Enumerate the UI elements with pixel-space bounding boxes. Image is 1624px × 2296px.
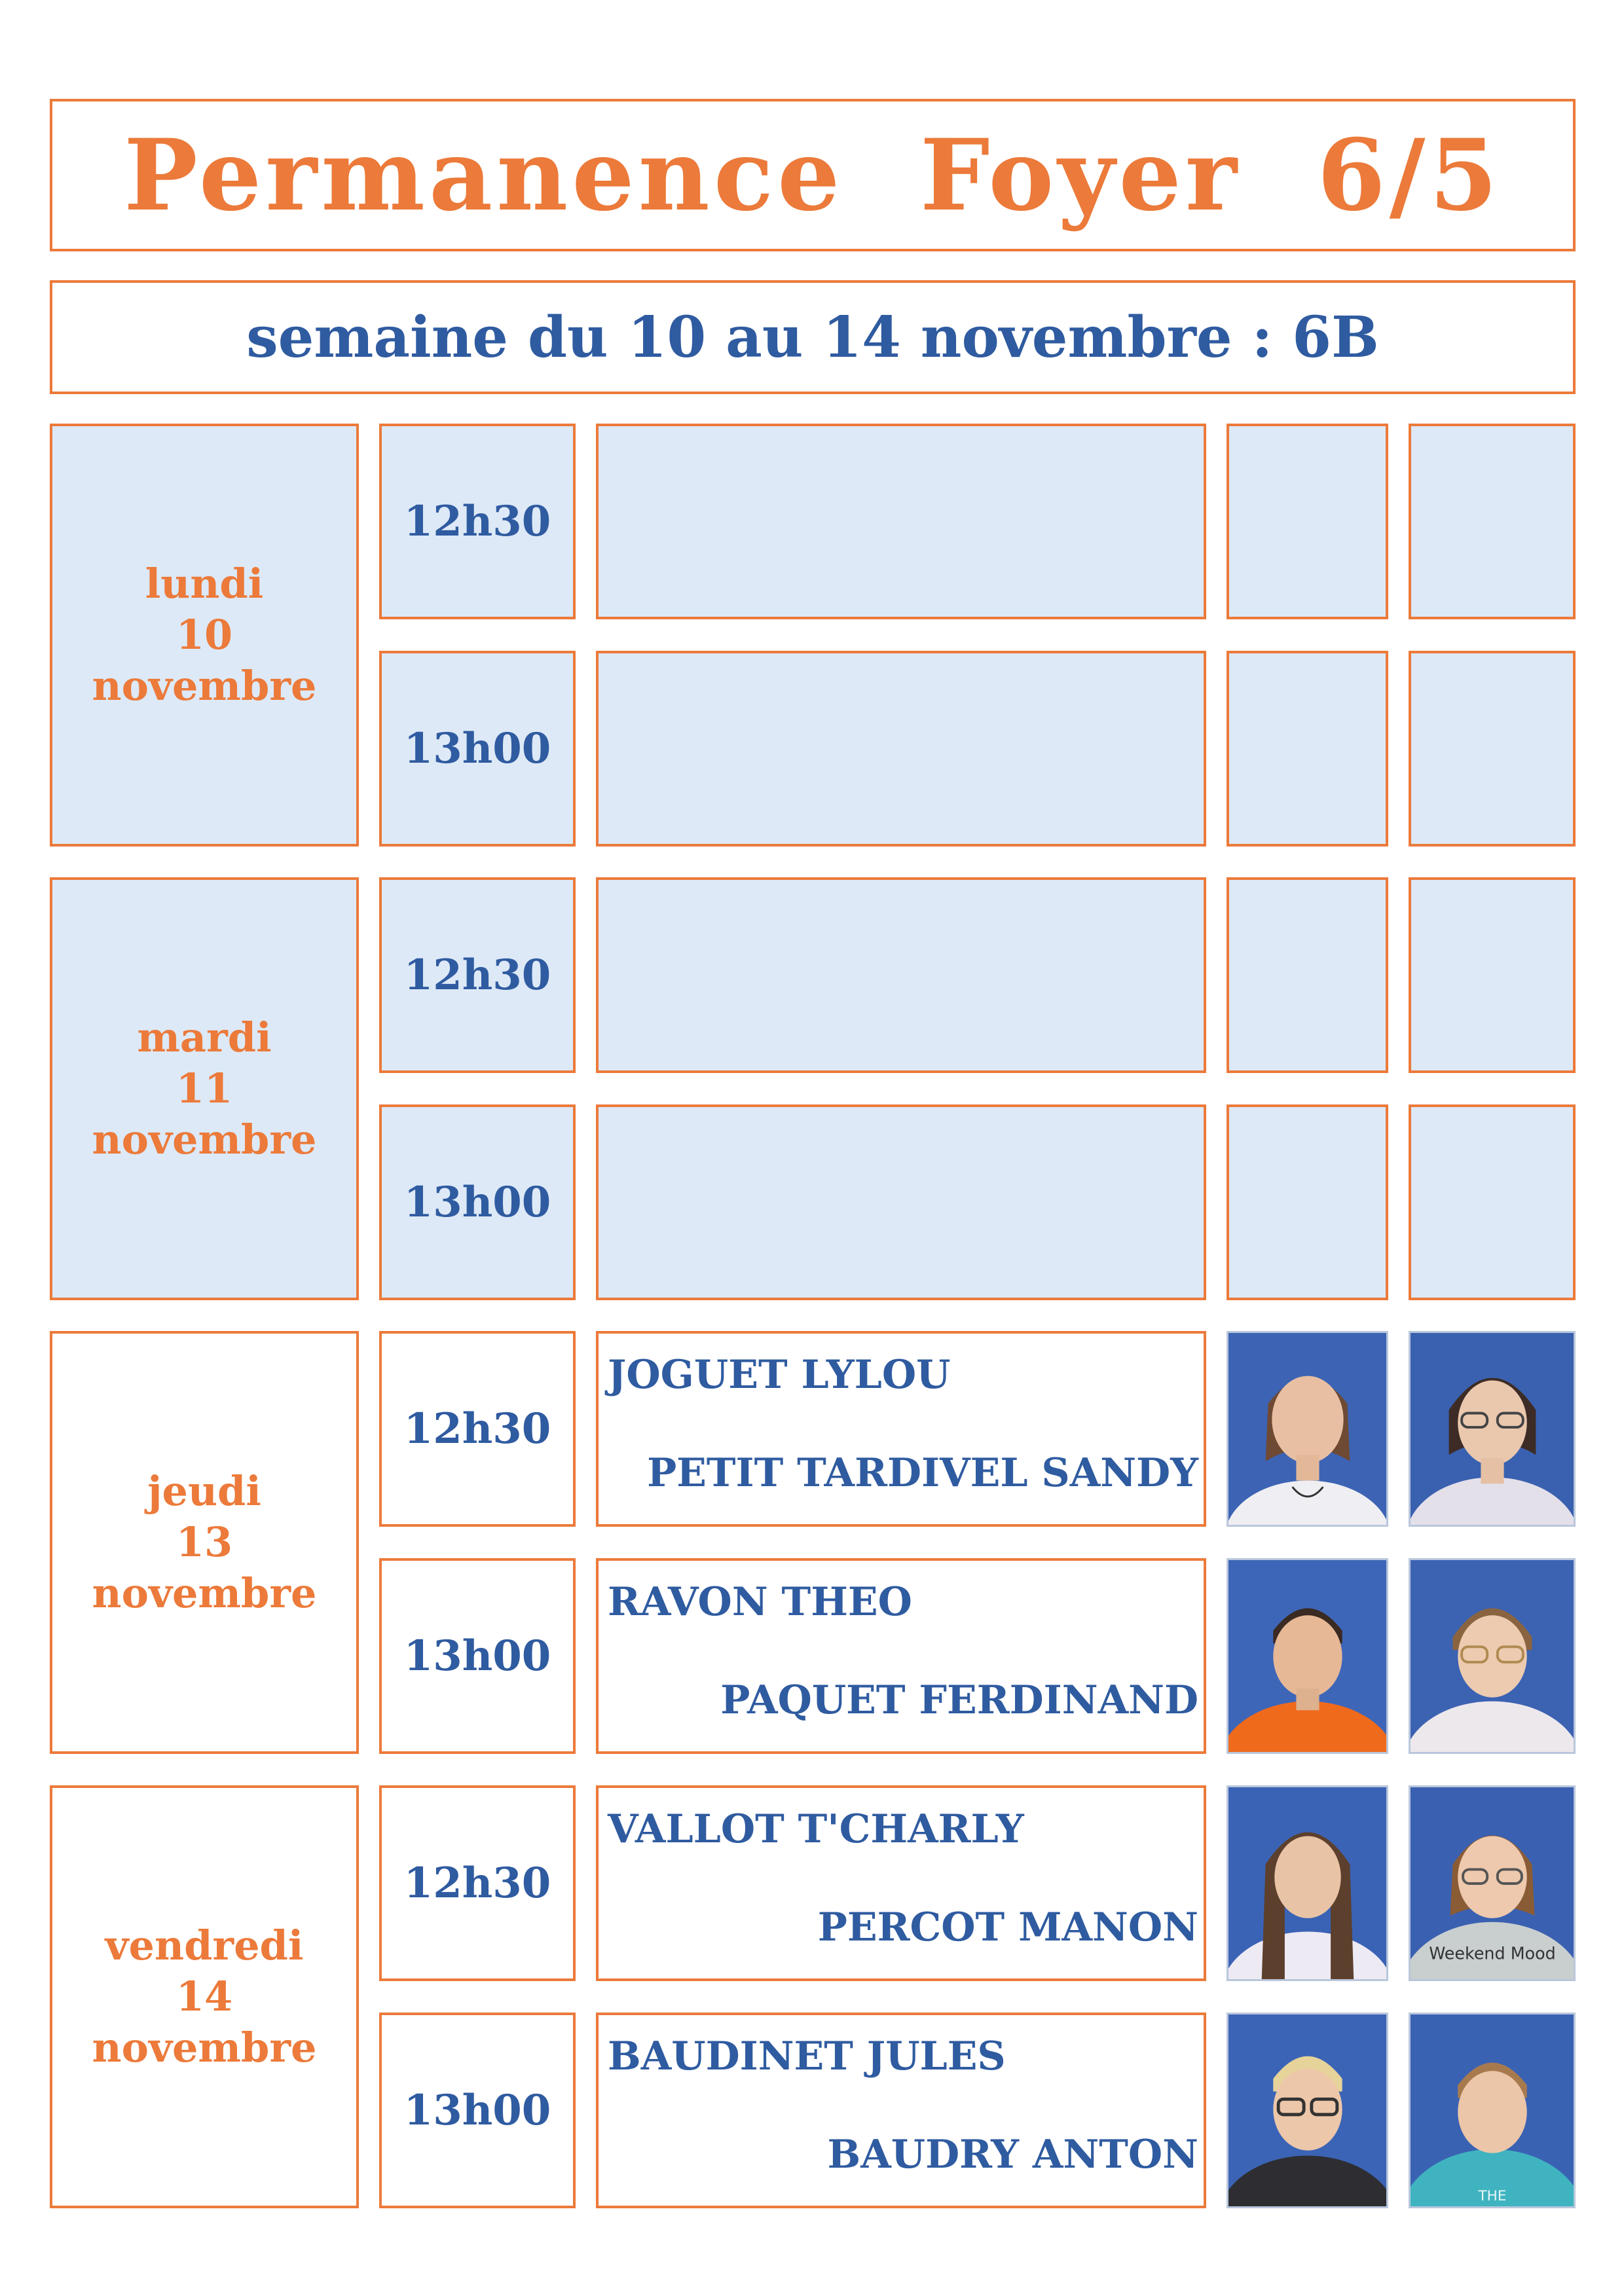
student-photo	[1227, 1558, 1388, 1754]
time-cell	[379, 424, 576, 619]
time-cell	[379, 2013, 576, 2208]
time-cell	[379, 651, 576, 847]
photo-slot-empty	[1227, 1104, 1388, 1300]
names-cell	[596, 2013, 1206, 2208]
day-cell-vendredi	[50, 1785, 359, 2208]
photo-slot-empty	[1227, 424, 1388, 619]
week-banner	[50, 280, 1576, 394]
student-name-1: JOGUET LYLOU	[608, 1352, 951, 1398]
title-banner	[50, 99, 1576, 251]
student-name-1: VALLOT T'CHARLY	[608, 1806, 1024, 1852]
time-label: 12h30	[403, 1859, 551, 1908]
photo-slot-empty	[1227, 877, 1388, 1073]
day-name: mardi	[137, 1013, 272, 1061]
time-cell	[379, 1558, 576, 1754]
day-cell-jeudi	[50, 1331, 359, 1754]
time-label: 13h00	[403, 1178, 551, 1227]
time-label: 12h30	[403, 951, 551, 1000]
student-name-1: BAUDINET JULES	[608, 2033, 1006, 2079]
names-cell-empty	[596, 424, 1206, 619]
photo-slot-empty	[1409, 877, 1576, 1073]
time-label: 12h30	[403, 1404, 551, 1453]
day-cell-lundi	[50, 424, 359, 847]
photo-slot-empty	[1409, 1104, 1576, 1300]
names-cell-empty	[596, 651, 1206, 847]
time-label: 12h30	[403, 497, 551, 546]
time-cell	[379, 1785, 576, 1981]
day-date: 14	[175, 1973, 233, 2020]
day-name: jeudi	[147, 1467, 261, 1515]
time-cell	[379, 877, 576, 1073]
names-cell-empty	[596, 877, 1206, 1073]
student-photo	[1409, 1331, 1576, 1527]
day-cell-mardi	[50, 877, 359, 1300]
names-cell	[596, 1558, 1206, 1754]
day-date: 10	[175, 611, 233, 659]
page-title: Permanence Foyer 6/5	[124, 117, 1502, 233]
names-cell-empty	[596, 1104, 1206, 1300]
week-subtitle: semaine du 10 au 14 novembre : 6B	[246, 304, 1379, 371]
student-name-2: PAQUET FERDINAND	[720, 1677, 1198, 1723]
student-photo	[1227, 1785, 1388, 1981]
student-photo	[1409, 1558, 1576, 1754]
day-month: novembre	[92, 1116, 317, 1163]
shirt-text: Weekend Mood	[1429, 1943, 1556, 1963]
photo-slot-empty	[1409, 651, 1576, 847]
student-name-2: PETIT TARDIVEL SANDY	[647, 1450, 1198, 1496]
student-photo	[1227, 1331, 1388, 1527]
day-date: 13	[175, 1518, 233, 1566]
day-month: novembre	[92, 2024, 317, 2071]
student-photo	[1409, 2013, 1576, 2208]
day-name: lundi	[145, 560, 264, 608]
time-cell	[379, 1331, 576, 1527]
time-label: 13h00	[403, 1631, 551, 1681]
names-cell	[596, 1785, 1206, 1981]
day-date: 11	[175, 1065, 233, 1112]
student-name-1: RAVON THEO	[608, 1579, 912, 1625]
day-month: novembre	[92, 662, 317, 710]
photo-slot-empty	[1409, 424, 1576, 619]
student-name-2: PERCOT MANON	[817, 1904, 1198, 1950]
names-cell	[596, 1331, 1206, 1527]
student-photo	[1227, 2013, 1388, 2208]
shirt-text: THE	[1478, 2188, 1507, 2205]
day-name: vendredi	[105, 1922, 304, 1969]
day-month: novembre	[92, 1569, 317, 1617]
time-cell	[379, 1104, 576, 1300]
student-photo	[1409, 1785, 1576, 1981]
student-name-2: BAUDRY ANTON	[827, 2132, 1198, 2178]
time-label: 13h00	[403, 724, 551, 773]
photo-slot-empty	[1227, 651, 1388, 847]
time-label: 13h00	[403, 2086, 551, 2135]
